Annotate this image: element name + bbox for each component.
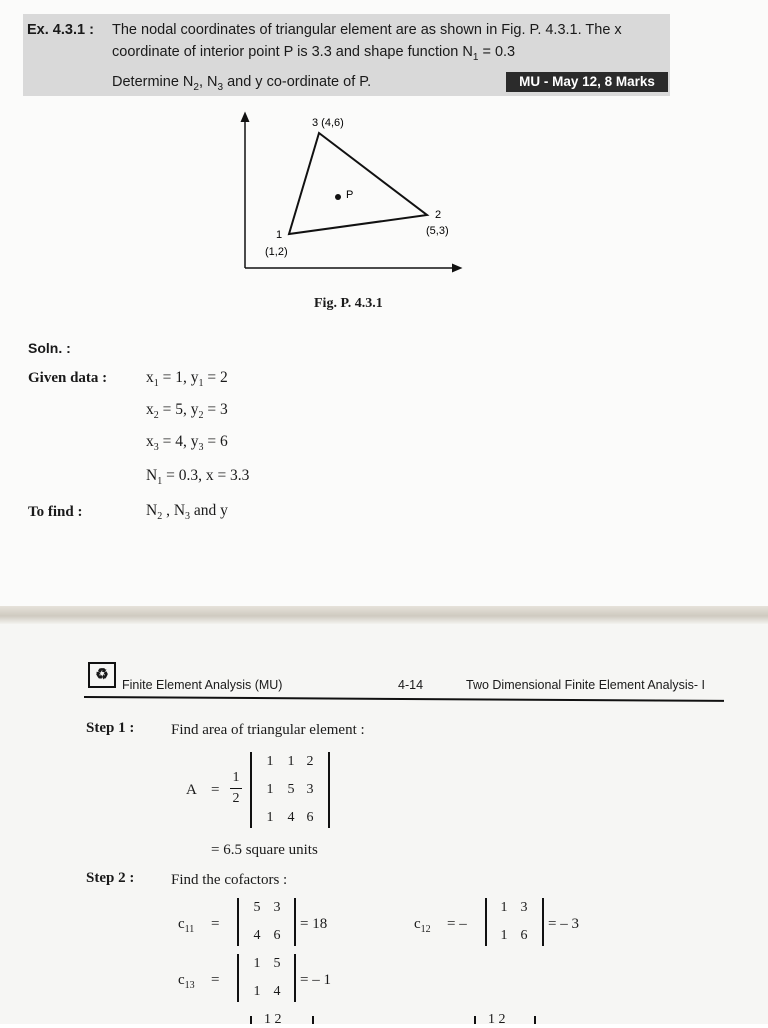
step-2-text: Find the cofactors : (171, 872, 288, 888)
c12-cell: 6 (520, 928, 528, 943)
c12-result: = – 3 (548, 916, 579, 932)
c13-cell: 4 (273, 984, 281, 999)
header-chapter-title: Two Dimensional Finite Element Analysis- I (466, 678, 705, 692)
node-1-number: 1 (276, 229, 283, 241)
node-3-label: 3 (4,6) (312, 117, 344, 129)
given-line-1: $x_1 = 1$, $y_1 = 2$ (146, 369, 228, 390)
problem-line-1: The nodal coordinates of triangular element are as shown in Fig. P. 4.3.1. The x (112, 22, 622, 38)
problem-line-2: coordinate of interior point P is 3.3 and shape function $N_1 = 0.3$ (112, 44, 516, 63)
step-2-label: Step 2 : (86, 870, 135, 886)
next-det-left-bar (250, 1016, 252, 1024)
half-numerator: 1 (232, 770, 240, 785)
header-page-number: 4-14 (398, 678, 424, 692)
node-2-number: 2 (435, 209, 442, 221)
next-det2-left-bar (474, 1016, 476, 1024)
given-line-2: $x_2 = 5$, $y_2 = 3$ (146, 401, 228, 422)
solution-heading: Soln. : (28, 340, 71, 356)
cofactor-c11-equals: = (211, 916, 220, 932)
node-1-coord: (1,2) (265, 246, 288, 258)
c13-cell: 1 (253, 984, 261, 999)
c11-right-bar (294, 898, 296, 946)
step-1-label: Step 1 : (86, 720, 135, 736)
given-line-3: $x_3 = 4$, $y_3 = 6$ (146, 433, 228, 454)
next-det-partial-left: 1 2 (264, 1012, 282, 1027)
determinant-left-bar (250, 752, 252, 828)
c11-left-bar (237, 898, 239, 946)
c12-left-bar (485, 898, 487, 946)
c12-cell: 1 (500, 900, 508, 915)
c11-cell: 4 (253, 928, 261, 943)
c13-left-bar (237, 954, 239, 1002)
to-find-label: To find : (28, 504, 83, 520)
matrix-cell: 1 (266, 810, 274, 825)
c11-cell: 5 (253, 900, 261, 915)
c13-result: = – 1 (300, 972, 331, 988)
c13-cell: 5 (273, 956, 281, 971)
cofactor-c11-symbol: $c_{11}$ (178, 916, 195, 935)
next-det2-right-bar (534, 1016, 536, 1024)
next-det2-partial: 1 2 (488, 1012, 506, 1027)
matrix-cell: 4 (287, 810, 295, 825)
problem-line-3: Determine $N_2$, $N_3$ and y co-ordinate of P. (112, 74, 372, 93)
page-gap (0, 606, 768, 624)
header-book-title: Finite Element Analysis (MU) (122, 678, 283, 692)
c11-cell: 3 (273, 900, 281, 915)
determinant-right-bar (328, 752, 330, 828)
matrix-cell: 1 (266, 782, 274, 797)
given-line-4: $N_1 = 0.3$, x = 3.3 (146, 467, 250, 488)
cofactor-c13-symbol: $c_{13}$ (178, 972, 195, 991)
matrix-cell: 3 (306, 782, 314, 797)
half-denominator: 2 (232, 791, 240, 806)
area-result: = 6.5 square units (211, 842, 318, 858)
c13-cell: 1 (253, 956, 261, 971)
figure-caption: Fig. P. 4.3.1 (314, 296, 383, 311)
matrix-cell: 5 (287, 782, 295, 797)
matrix-cell: 1 (287, 754, 295, 769)
point-p-label: P (346, 189, 354, 201)
matrix-cell: 6 (306, 810, 314, 825)
cofactor-c12-symbol: $c_{12}$ (414, 916, 431, 935)
c12-cell: 3 (520, 900, 528, 915)
c11-result: = 18 (300, 916, 328, 932)
c13-right-bar (294, 954, 296, 1002)
triangle-element (289, 133, 427, 234)
next-det-right-bar (312, 1016, 314, 1024)
matrix-cell: 1 (266, 754, 274, 769)
node-2-coord: (5,3) (426, 225, 449, 237)
matrix-cell: 2 (306, 754, 314, 769)
cofactor-c12-equals: = – (447, 916, 467, 932)
point-p-marker (335, 194, 341, 200)
given-data-label: Given data : (28, 370, 108, 386)
step-1-text: Find area of triangular element : (171, 722, 365, 738)
book-logo-icon: ♻ (88, 662, 116, 688)
area-symbol: A (186, 782, 197, 798)
example-label: Ex. 4.3.1 : (27, 22, 94, 38)
c12-right-bar (542, 898, 544, 946)
triangle-diagram (230, 108, 470, 283)
area-equals: = (211, 782, 220, 798)
fraction-line (230, 788, 242, 789)
c12-cell: 1 (500, 928, 508, 943)
c11-cell: 6 (273, 928, 281, 943)
to-find-value: $N_2$ , $N_3$ and y (146, 502, 228, 523)
exam-tag: MU - May 12, 8 Marks (506, 72, 668, 92)
cofactor-c13-equals: = (211, 972, 220, 988)
